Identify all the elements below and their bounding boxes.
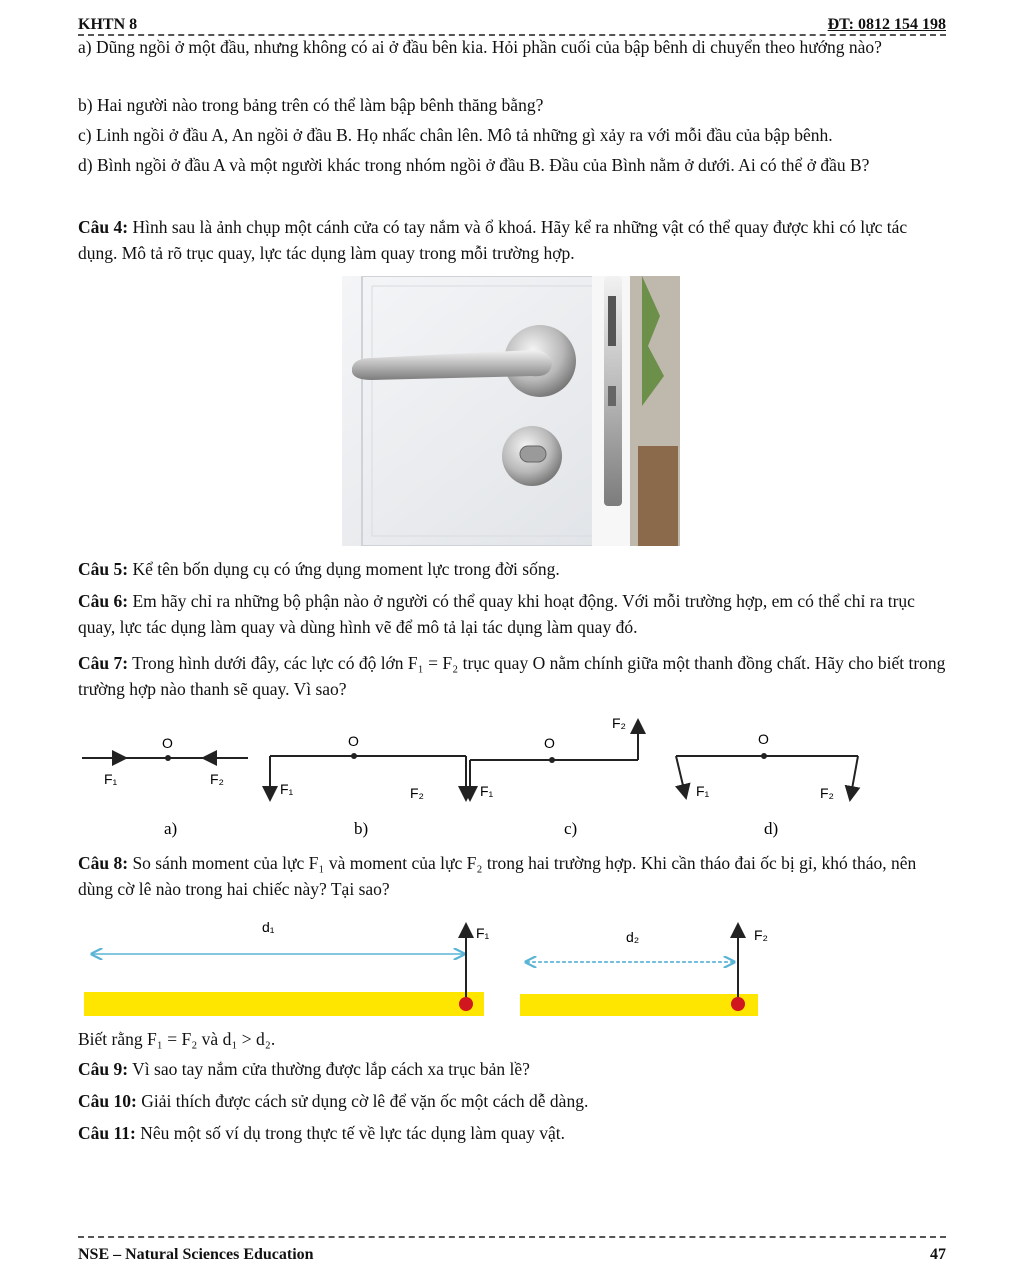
question-9 <box>78 1056 948 1082</box>
diagram-d <box>676 731 858 838</box>
force-f2-wrench: F₂ <box>754 927 768 943</box>
q4-text: Hình sau là ảnh chụp một cánh cửa có tay nắm và ổ khoá. Hãy kể ra những vật có thể quay được khi có lực tác dụng. Mô tả rõ trục quay, lực tác dụng làm quay trong mỗi trường hợp. <box>78 217 908 263</box>
label-c: c) <box>564 819 578 838</box>
label-b: b) <box>354 819 369 838</box>
publisher-name: NSE – Natural Sciences Education <box>78 1246 314 1263</box>
question-6 <box>78 588 948 640</box>
subject-label: KHTN 8 <box>78 16 138 33</box>
wrench-comparison-diagram <box>78 910 778 1025</box>
question-11 <box>78 1120 948 1146</box>
q5-label: Câu 5: <box>78 559 129 579</box>
force-f2-b: F₂ <box>410 785 424 801</box>
diagram-a <box>82 735 248 838</box>
page-header <box>78 12 946 36</box>
label-d: d) <box>764 819 779 838</box>
phone-number: ĐT: 0812 154 198 <box>827 16 946 33</box>
force-f1-wrench: F₁ <box>476 925 490 941</box>
label-a: a) <box>164 819 178 838</box>
force-f1-d: F₁ <box>696 783 710 799</box>
pivot-o-c: O <box>544 735 555 751</box>
q11-text: Nêu một số ví dụ trong thực tế về lực tác dụng làm quay vật. <box>135 1123 566 1143</box>
force-f1-c: F₁ <box>480 783 494 799</box>
q8-label: Câu 8: <box>78 853 129 873</box>
given-note: Biết rằng F₁ = F₂ và d₁ > d₂. <box>78 1029 276 1049</box>
diagram-b <box>270 733 466 838</box>
q7-label: Câu 7: <box>78 653 129 673</box>
force-f1-a: F₁ <box>104 771 118 787</box>
force-f2-c: F₂ <box>612 715 626 731</box>
force-f2-d: F₂ <box>820 785 834 801</box>
distance-d1: d₁ <box>262 919 275 935</box>
pivot-o-b: O <box>348 733 359 749</box>
q11-label: Câu 11: <box>78 1123 136 1143</box>
page-number: 47 <box>930 1246 946 1263</box>
q7-text: Trong hình dưới đây, các lực có độ lớn F₁ = F₂ trục quay O nằm chính giữa một thanh đồng chất. Hãy cho biết trong trường hợp nào thanh sẽ quay. Vì sao? <box>78 653 946 699</box>
diagram-c <box>470 715 638 838</box>
wrench-1 <box>84 919 490 1016</box>
force-f2-a: F₂ <box>210 771 224 787</box>
q9-label: Câu 9: <box>78 1059 129 1079</box>
q10-label: Câu 10: <box>78 1091 137 1111</box>
q4-label: Câu 4: <box>78 217 129 237</box>
question-a: a) Dũng ngồi ở một đầu, nhưng không có ai ở đầu bên kia. Hỏi phần cuối của bập bênh di chuyển theo hướng nào? <box>78 37 882 57</box>
force-f1-b: F₁ <box>280 781 294 797</box>
question-8 <box>78 850 948 902</box>
q6-label: Câu 6: <box>78 591 129 611</box>
q8-text: So sánh moment của lực F₁ và moment của lực F₂ trong hai trường hợp. Khi cần tháo đai ốc bị gỉ, khó tháo, nên dùng cờ lê nào trong hai chiếc này? Tại sao? <box>78 853 917 899</box>
question-5 <box>78 556 948 582</box>
question-c: c) Linh ngồi ở đầu A, An ngồi ở đầu B. Họ nhấc chân lên. Mô tả những gì xảy ra với mỗi đầu của bập bênh. <box>78 125 833 145</box>
torque-diagrams <box>78 700 948 850</box>
question-10 <box>78 1088 948 1114</box>
q10-text: Giải thích được cách sử dụng cờ lê để vặn ốc một cách dễ dàng. <box>136 1091 589 1111</box>
q5-text: Kể tên bốn dụng cụ có ứng dụng moment lực trong đời sống. <box>128 559 560 579</box>
question-7 <box>78 650 948 702</box>
question-d: d) Bình ngồi ở đầu A và một người khác trong nhóm ngồi ở đầu B. Đầu của Bình nằm ở dưới. Ai có thể ở đầu B? <box>78 155 870 175</box>
question-4 <box>78 214 948 266</box>
pivot-o-a: O <box>162 735 173 751</box>
question-b: b) Hai người nào trong bảng trên có thể làm bập bênh thăng bằng? <box>78 95 544 115</box>
page-footer <box>78 1236 946 1264</box>
q6-text: Em hãy chỉ ra những bộ phận nào ở người có thể quay khi hoạt động. Với mỗi trường hợp, em có thể chỉ ra trục quay, lực tác dụng làm quay và dùng hình vẽ để mô tả lại tác dụng làm quay đó. <box>78 591 915 637</box>
wrench-2 <box>520 924 768 1016</box>
distance-d2: d₂ <box>626 929 640 945</box>
door-handle-photo <box>342 276 680 546</box>
q9-text: Vì sao tay nắm cửa thường được lắp cách xa trục bản lề? <box>128 1059 530 1079</box>
pivot-o-d: O <box>758 731 769 747</box>
